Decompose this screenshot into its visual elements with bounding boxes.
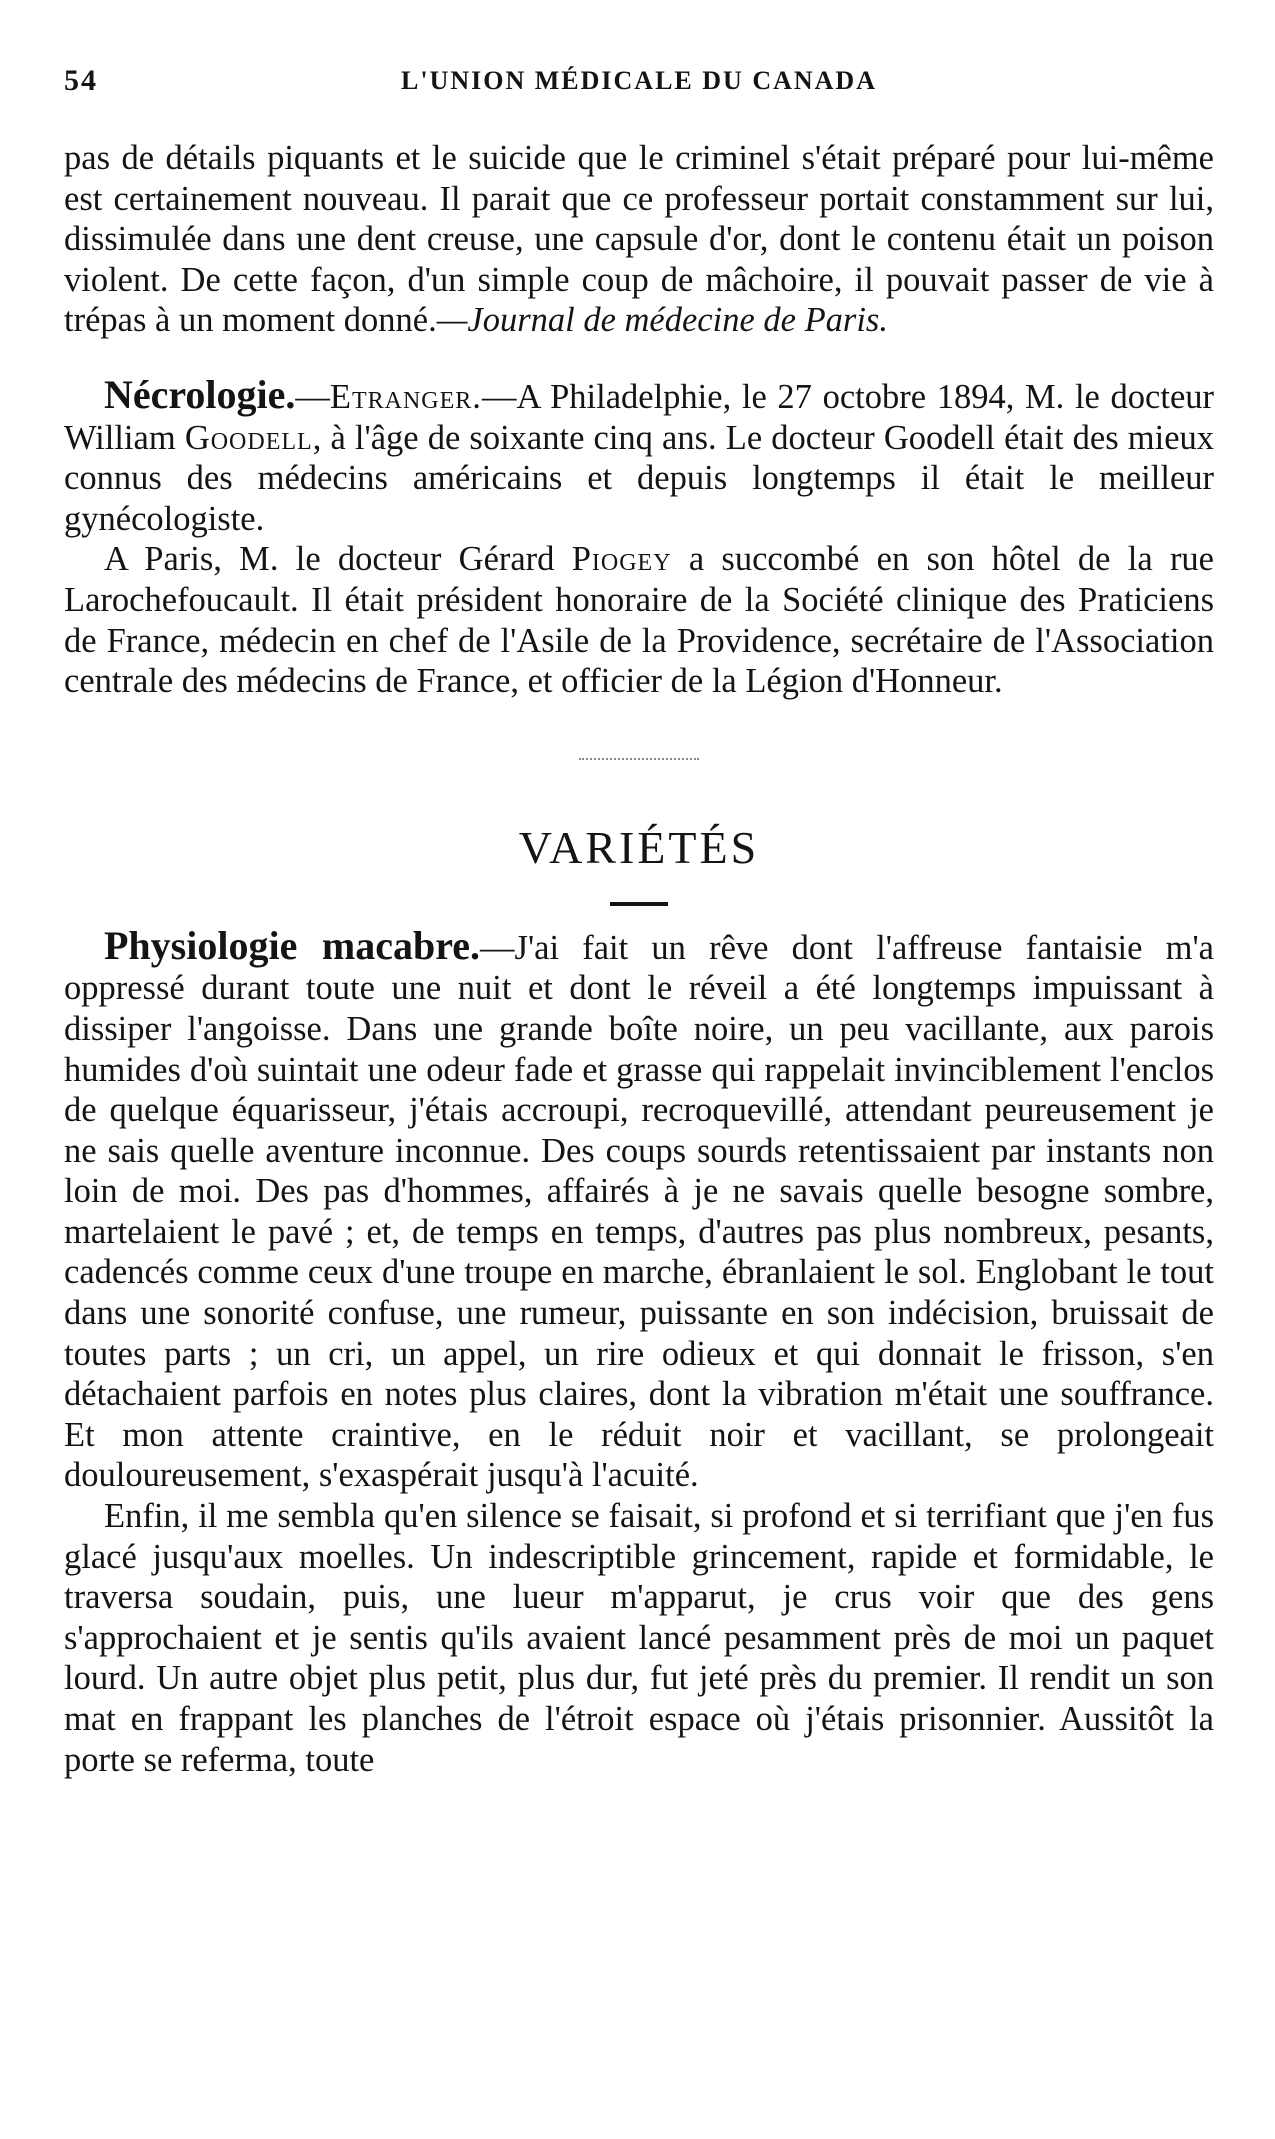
- page-number: 54: [64, 64, 98, 97]
- necrologie-heading: Nécrologie.: [104, 371, 296, 417]
- running-title: L'UNION MÉDICALE DU CANADA: [401, 66, 877, 95]
- necrologie-name-piogey: Piogey: [571, 540, 672, 579]
- section-title: VARIÉTÉS: [518, 821, 760, 873]
- intro-source: —Journal de médecine de Paris.: [436, 301, 888, 340]
- dotted-separator: [579, 758, 699, 760]
- necrologie-p2-text-2: a succombé en son hôtel de la rue Larochefoucault. Il était président honoraire de la Société clinique des Praticiens de France, médecin en chef de l'Asile de la Providence, secrétaire de l'Association centrale des médecins de France, et officier de la Légion d'Honneur.: [64, 540, 1214, 701]
- intro-paragraph: [64, 138, 1214, 341]
- necrologie-p2-text-1: A Paris, M. le docteur Gérard: [104, 540, 572, 579]
- journal-page: [64, 58, 1214, 1780]
- varietes-p1-text: —J'ai fait un rêve dont l'affreuse fantaisie m'a oppressé durant toute une nuit et dont le réveil a été longtemps impuissant à dissiper l'angoisse. Dans une grande boîte noire, un peu vacillante, aux parois humides d'où suintait une odeur fade et grasse qui rappelait invinciblement l'enclos de quelque équarisseur, j'étais accroupi, recroquevillé, attendant peureusement je ne sais quelle aventure inconnue. Des coups sourds retentissaient par instants non loin de moi. Des pas d'hommes, affairés à je ne savais quelle besogne sombre, martelaient le pavé ; et, de temps en temps, d'autres pas plus nombreux, pesants, cadencés comme ceux d'une troupe en marche, ébranlaient le sol. Englobant le tout dans une sonorité confuse, une rumeur, puissante en son indécision, bruissait de toutes parts ; un cri, un appel, un rire odieux et qui donnait le frisson, s'en détachaient parfois en notes plus claires, dont la vibration m'était une souffrance. Et mon attente craintive, en le réduit noir et vacillant, se prolongeait douloureusement, s'exaspérait jusqu'à l'acuité.: [64, 928, 1214, 1495]
- necrologie-text-1: —A Philadelphie, le 27 octobre 1894, M. le docteur William: [64, 377, 1214, 457]
- necrologie-text-2: , à l'âge de soixante cinq ans. Le docteur Goodell était des mieux connus des médecins américains et depuis longtemps il était le meilleur gynécologiste.: [64, 418, 1215, 538]
- necrologie-paragraph-2: [64, 539, 1214, 701]
- page-header: [64, 58, 1214, 98]
- intro-text: pas de détails piquants et le suicide que le criminel s'était préparé pour lui-même est certainement nouveau. Il parait que ce professeur portait constamment sur lui, dissimulée dans une dent creuse, une capsule d'or, dont le contenu était un poison violent. De cette façon, d'un simple coup de mâchoire, il pouvait passer de vie à trépas à un moment donné.: [64, 139, 1214, 340]
- necrologie-name-goodell: Goodell: [184, 418, 313, 457]
- varietes-paragraph-1: [64, 922, 1214, 1496]
- varietes-heading: Physiologie macabre.: [104, 922, 481, 968]
- necrologie-etranger: Etranger.: [329, 377, 482, 416]
- necrologie-paragraph: [64, 371, 1215, 539]
- varietes-paragraph-2: Enfin, il me sembla qu'en silence se faisait, si profond et si terrifiant que j'en fus glacé jusqu'aux moelles. Un indescriptible grincement, rapide et formidable, le traversa soudain, puis, une lueur m'apparut, je crus voir que des gens s'approchaient et je sentis qu'ils avaient lancé pesamment près de moi un paquet lourd. Un autre objet plus petit, plus dur, fut jeté près du premier. Il rendit un son mat en frappant les planches de l'étroit espace où j'étais prisonnier. Aussitôt la porte se referma, toute: [64, 1497, 1214, 1779]
- necrologie-dash: —: [295, 377, 330, 416]
- title-rule: [610, 902, 668, 906]
